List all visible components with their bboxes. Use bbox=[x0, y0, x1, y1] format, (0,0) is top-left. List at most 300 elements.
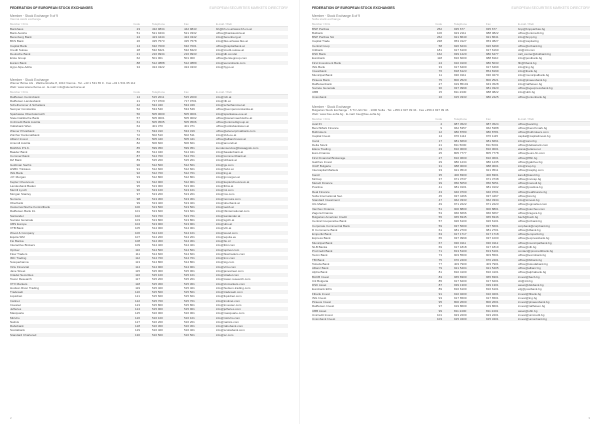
exchange-address: Bulgarian Stock Exchange · 6 Tri Ushi Str. · 1000 Sofia · Tel. +359 2 937 09 34 · Fax +359 2 937 09 46 bbox=[312, 108, 449, 112]
member-telephone: 513 400 bbox=[152, 200, 163, 205]
member-contact[interactable]: office@ccbank.bg bbox=[518, 219, 542, 224]
member-fax: 980 5033 bbox=[486, 60, 499, 65]
member-contact[interactable]: kundenservice@bawagpsk.com bbox=[216, 145, 259, 150]
member-code: 57 bbox=[438, 219, 442, 224]
member-telephone: 970 2400 bbox=[454, 257, 467, 262]
section-exchange bbox=[10, 78, 288, 337]
member-telephone: 988 0000 bbox=[454, 164, 467, 169]
member-fax: 512 3889 bbox=[184, 60, 197, 65]
member-contact[interactable]: info@citadel.com bbox=[216, 273, 240, 278]
member-fax: 810 0001 bbox=[486, 147, 499, 152]
member-contact[interactable]: office@deltastock.com bbox=[518, 142, 549, 147]
member-code: 93 bbox=[136, 175, 140, 180]
member-contact[interactable]: info@jpmorgan.at bbox=[216, 175, 240, 180]
member-telephone: 513 100 bbox=[152, 188, 163, 193]
member-contact[interactable]: info@xtxmarkets.com bbox=[216, 281, 245, 286]
member-contact[interactable]: info@hsbc.at bbox=[216, 166, 234, 171]
member-telephone: 971 2222 bbox=[454, 202, 467, 207]
member-code: 30 bbox=[438, 86, 442, 91]
member-contact[interactable]: info@sparkasse-ooe.at bbox=[216, 111, 247, 116]
member-fax: 917 6201 bbox=[486, 278, 499, 283]
member-fax: 811 2401 bbox=[486, 308, 499, 313]
member-name: Bulgarian American Credit bbox=[312, 215, 347, 220]
member-contact[interactable]: office@realfinance.bg bbox=[518, 189, 548, 194]
member-fax: 930 0112 bbox=[486, 240, 499, 245]
member-contact[interactable]: info@equita.eu bbox=[216, 234, 237, 239]
column-header: Member / Firm bbox=[312, 21, 331, 26]
member-contact[interactable]: citi@citi.com bbox=[518, 47, 535, 52]
member-code: 104 bbox=[134, 222, 140, 227]
member-name: Berenberg Bank bbox=[10, 35, 32, 40]
member-contact[interactable]: office@metodi.bg bbox=[518, 181, 542, 186]
member-telephone: 515 600 bbox=[152, 294, 163, 299]
member-name: Piraeus Bank bbox=[312, 77, 330, 82]
column-header: Code bbox=[435, 116, 442, 121]
member-fax: 505 0001 bbox=[184, 111, 197, 116]
member-contact[interactable]: info@tower-research.com bbox=[216, 277, 251, 282]
member-telephone: 516 000 bbox=[152, 311, 163, 316]
member-contact[interactable]: info@hypo.at bbox=[216, 64, 234, 69]
member-name: Societe Generale bbox=[312, 86, 336, 91]
member-contact[interactable]: efg@postbank.bg bbox=[518, 287, 542, 292]
member-contact[interactable]: info@imc.com bbox=[216, 256, 236, 261]
column-header: E-mail / Web bbox=[518, 21, 534, 26]
column-header: E-mail / Web bbox=[216, 89, 232, 94]
member-contact[interactable]: office@aval.bg bbox=[518, 121, 538, 126]
member-fax: 921 5405 bbox=[486, 266, 499, 271]
member-contact[interactable]: info@sig.com bbox=[216, 260, 235, 265]
member-contact[interactable]: info@municipalbank.bg bbox=[518, 73, 550, 78]
member-telephone: 432 9834 bbox=[152, 26, 165, 31]
member-contact[interactable]: citi@citi.bg bbox=[518, 278, 533, 283]
member-contact[interactable]: office@ffbh.bg bbox=[518, 155, 538, 160]
member-contact[interactable]: office@wienerprivatbank.com bbox=[216, 128, 256, 133]
member-telephone: 818 6123 bbox=[454, 69, 467, 74]
column-header: Telephone bbox=[454, 21, 467, 26]
member-fax: 516 001 bbox=[184, 311, 195, 316]
member-contact[interactable]: info@berenberg.at bbox=[216, 35, 241, 40]
member-name: Fio Banka bbox=[10, 239, 24, 244]
member-fax: 514 401 bbox=[184, 243, 195, 248]
member-contact[interactable]: info@piraeusbank.bg bbox=[518, 77, 547, 82]
member-contact[interactable]: office@teximbank.bg bbox=[518, 253, 547, 258]
member-name: BAWAG P.S.K. bbox=[10, 145, 30, 150]
member-contact[interactable]: office@dbank.bg bbox=[518, 227, 541, 232]
member-fax: 515 601 bbox=[184, 294, 195, 299]
member-name: Carol bbox=[312, 138, 320, 143]
member-contact[interactable]: office@bankaustria.at bbox=[216, 30, 246, 35]
member-name: BACB Invest bbox=[312, 274, 330, 279]
member-contact[interactable]: info@db.com/at bbox=[216, 52, 238, 57]
member-contact[interactable]: invest@unicredit.bg bbox=[518, 312, 545, 317]
member-name: Sparkasse Oberösterreich bbox=[10, 111, 45, 116]
member-telephone: 935 677 bbox=[454, 26, 465, 31]
member-contact[interactable]: bnp@bnpparibas.bg bbox=[518, 26, 546, 31]
member-telephone: 514 400 bbox=[152, 243, 163, 248]
member-telephone: 900 8800 bbox=[454, 206, 467, 211]
member-contact[interactable]: info@virtu.com bbox=[216, 264, 237, 269]
member-contact[interactable]: capital@capitalinvest.bg bbox=[518, 134, 551, 139]
member-name: UniCredit Bank Austria bbox=[10, 120, 41, 125]
member-contact[interactable]: info@hudson-trading.com bbox=[216, 285, 251, 290]
member-fax: 632 7001 bbox=[184, 43, 197, 48]
member-contact[interactable]: office@nlb.bg bbox=[518, 244, 537, 249]
member-contact[interactable]: info@baaderbank.at bbox=[216, 149, 244, 154]
table-row bbox=[312, 317, 590, 321]
member-name: Euro-Finance bbox=[312, 151, 331, 156]
member-fax: 981 0102 bbox=[486, 185, 499, 190]
member-fax: 965 8301 bbox=[486, 274, 499, 279]
member-fax: 988 8110 bbox=[486, 56, 499, 61]
member-contact[interactable]: info@jefferies.com bbox=[216, 307, 241, 312]
member-contact[interactable]: info@janestreet.com bbox=[216, 268, 244, 273]
member-contact[interactable]: info@mizuho.com bbox=[216, 315, 241, 320]
member-contact[interactable]: info@ing.bg bbox=[518, 64, 535, 69]
member-contact[interactable]: karoll@karoll.bg bbox=[518, 172, 540, 177]
member-contact[interactable]: elana@elana.net bbox=[518, 147, 541, 152]
member-contact[interactable]: info@tradeweb.com bbox=[216, 290, 243, 295]
member-telephone: 921 5404 bbox=[454, 266, 467, 271]
member-name: Amundi Austria bbox=[10, 141, 31, 146]
member-telephone: 917 1818 bbox=[454, 244, 467, 249]
member-name: ING Invest bbox=[312, 295, 327, 300]
member-table bbox=[312, 117, 590, 322]
member-contact[interactable]: info@icap.bg bbox=[518, 164, 536, 169]
member-name: Real Finance bbox=[312, 189, 330, 194]
member-code: 43 bbox=[438, 189, 442, 194]
member-contact[interactable]: info@instinet.com bbox=[216, 298, 240, 303]
member-contact[interactable]: info@dzbank.at bbox=[216, 158, 237, 163]
member-telephone: 513 300 bbox=[152, 196, 163, 201]
section-subtitle: Vienna stock exchange bbox=[10, 17, 41, 21]
member-contact[interactable]: info@wood.com bbox=[216, 230, 238, 235]
member-fax: 512 801 bbox=[184, 175, 195, 180]
member-name: Commerzbank bbox=[10, 154, 30, 159]
member-name: Elana Trading bbox=[312, 147, 331, 152]
page-number: 2 bbox=[10, 416, 12, 420]
member-contact[interactable]: info@vtb.at bbox=[216, 226, 232, 231]
member-name: Galchev Invest bbox=[312, 159, 332, 164]
member-name: BNP Paribas bbox=[312, 26, 330, 31]
member-code: 112 bbox=[135, 256, 140, 261]
member-fax: 988 0822 bbox=[486, 90, 499, 95]
member-name: Bulbrokers bbox=[312, 130, 327, 135]
member-name: NLB Banka bbox=[312, 244, 328, 249]
member-name: Société Générale bbox=[10, 217, 34, 222]
member-contact[interactable]: office@capitalbank.at bbox=[216, 43, 245, 48]
member-telephone: 512 500 bbox=[152, 162, 163, 167]
member-name: UBB Asset bbox=[312, 308, 327, 313]
member-contact[interactable]: office@euro-fin.com bbox=[518, 151, 545, 156]
member-fax: 926 6299 bbox=[486, 43, 499, 48]
member-name: Susquehanna bbox=[10, 260, 29, 265]
member-contact[interactable]: info@credit-suisse.at bbox=[216, 47, 245, 52]
member-telephone: 810 4100 bbox=[454, 270, 467, 275]
member-contact[interactable]: fib@fibank.bg bbox=[518, 60, 537, 65]
table-row bbox=[312, 95, 590, 99]
member-contact[interactable]: asset@ubb.bg bbox=[518, 308, 538, 313]
member-telephone: 937 0999 bbox=[454, 236, 467, 241]
member-name: Steiermärkische Bank bbox=[10, 115, 40, 120]
member-contact[interactable]: info@nomura.com bbox=[216, 196, 241, 201]
member-contact[interactable]: info@sc.com bbox=[216, 332, 234, 337]
member-contact[interactable]: info@natixis.com bbox=[216, 319, 239, 324]
member-contact[interactable]: office@volksbankwien.at bbox=[216, 124, 250, 129]
member-contact[interactable]: office@varchev.com bbox=[518, 206, 545, 211]
member-name: Eurobank EFG bbox=[312, 287, 332, 292]
member-code: 88 bbox=[136, 60, 140, 65]
column-header: Code bbox=[133, 89, 140, 94]
member-contact[interactable]: info@investec.com bbox=[216, 302, 242, 307]
member-telephone: 962 3333 bbox=[454, 198, 467, 203]
member-contact[interactable]: info@keplercheuvreux.at bbox=[216, 179, 250, 184]
member-contact[interactable]: office@municipalbank.bg bbox=[518, 240, 552, 245]
member-telephone: 917 6100 bbox=[454, 47, 467, 52]
member-telephone: 917 1717 bbox=[454, 232, 467, 237]
page-number: 3 bbox=[588, 416, 590, 420]
member-code: 33 bbox=[438, 168, 442, 173]
member-code: 85 bbox=[136, 145, 140, 150]
member-contact[interactable]: info@ibank.bg bbox=[518, 69, 538, 74]
member-telephone: 987 4523 bbox=[454, 121, 467, 126]
member-contact[interactable]: invest@bacb.bg bbox=[518, 274, 540, 279]
member-telephone: 965 8345 bbox=[454, 215, 467, 220]
member-name: Optiver bbox=[10, 247, 20, 252]
member-telephone: 950 5050 bbox=[454, 181, 467, 186]
member-contact[interactable]: office@alphabank.bg bbox=[518, 270, 547, 275]
member-contact[interactable]: invest@unionbank.bg bbox=[518, 317, 547, 322]
member-name: BKS Bank bbox=[10, 39, 24, 44]
member-code: 118 bbox=[135, 281, 140, 286]
member-contact[interactable]: info@raiffeisen.bg bbox=[518, 81, 543, 86]
member-code: 39 bbox=[438, 181, 442, 186]
member-fax: 514 701 bbox=[184, 256, 195, 261]
member-contact[interactable]: office@unicreditgroup.at bbox=[216, 120, 249, 125]
member-telephone: 980 1234 bbox=[454, 159, 467, 164]
member-contact[interactable]: info@rcb.at bbox=[216, 94, 232, 99]
member-contact[interactable]: info@sgcib.at bbox=[216, 217, 235, 222]
member-code: 128 bbox=[134, 324, 140, 329]
member-contact[interactable]: info@ubb.bg bbox=[518, 90, 536, 95]
member-fax: 515 2000 bbox=[184, 94, 197, 99]
column-header: Telephone bbox=[152, 21, 165, 26]
member-telephone: 965 8300 bbox=[454, 274, 467, 279]
member-contact[interactable]: office@tbibank.bg bbox=[518, 257, 543, 262]
member-code: 4 bbox=[440, 121, 442, 126]
member-fax: 515 401 bbox=[184, 285, 195, 290]
member-contact[interactable]: info@gs.com bbox=[216, 162, 234, 167]
member-code: 89 bbox=[438, 287, 442, 292]
member-telephone: 953 3127 bbox=[454, 39, 467, 44]
member-contact[interactable]: info@ms.com bbox=[216, 192, 235, 197]
member-contact[interactable]: asset@dskbank.bg bbox=[518, 283, 544, 288]
member-name: Bankhaus bbox=[10, 26, 24, 31]
member-telephone: 926 6100 bbox=[454, 219, 467, 224]
member-fax: 515 901 bbox=[184, 307, 195, 312]
member-contact[interactable]: info@rabobank.com bbox=[216, 324, 243, 329]
member-fax: 981 6661 bbox=[486, 138, 499, 143]
member-contact[interactable]: info@commerzbank.at bbox=[216, 154, 247, 159]
member-telephone: 939 1220 bbox=[454, 52, 467, 57]
member-code: 11 bbox=[438, 73, 442, 78]
member-name: XTX Markets bbox=[10, 281, 28, 286]
member-fax: 534 349 bbox=[184, 103, 195, 108]
member-contact[interactable]: bh@bh.co.at/www.bh.co.at bbox=[216, 26, 252, 31]
member-contact[interactable]: office@sgexpressbank.bg bbox=[518, 86, 553, 91]
member-fax: 514 041 bbox=[184, 149, 195, 154]
member-code: 53 bbox=[438, 210, 442, 215]
member-contact[interactable]: invest@fibank.bg bbox=[518, 291, 542, 296]
member-contact[interactable]: info@oekb.at bbox=[216, 205, 234, 210]
member-contact[interactable]: info@eurambank.com bbox=[216, 60, 246, 65]
member-code: 89 bbox=[136, 158, 140, 163]
member-telephone: 514 300 bbox=[152, 239, 163, 244]
member-fax: 980 6477 bbox=[486, 52, 499, 57]
member-code: 93 bbox=[438, 295, 442, 300]
member-contact[interactable]: office@bulbrokers.com bbox=[518, 130, 549, 135]
member-fax: 939 1301 bbox=[486, 283, 499, 288]
member-contact[interactable]: invest@ing.bg bbox=[518, 295, 538, 300]
member-contact[interactable]: office@tokudabank.bg bbox=[518, 261, 548, 266]
member-contact[interactable]: office@icapbg.com bbox=[518, 168, 544, 173]
member-contact[interactable]: office@benchmark.bg bbox=[518, 125, 548, 130]
member-code: 90 bbox=[136, 162, 140, 167]
member-contact[interactable]: info@liquidnet.com bbox=[216, 294, 242, 299]
member-contact[interactable]: office@zagora.bg bbox=[518, 210, 542, 215]
member-fax: 810 0601 bbox=[486, 155, 499, 160]
exchange-web: Web: www.wienerborse.at · E-mail: info@wienerborse.at bbox=[10, 84, 86, 89]
member-contact[interactable]: info@schelhammer.at bbox=[216, 103, 246, 108]
member-contact[interactable]: info@flowtraders.com bbox=[216, 251, 246, 256]
member-contact[interactable]: office@steiermaerkische.at bbox=[216, 115, 253, 120]
member-code: 97 bbox=[136, 192, 140, 197]
member-name: Zagora Finance bbox=[312, 210, 334, 215]
member-telephone: 940 0700 bbox=[454, 189, 467, 194]
member-fax: 324 4333 bbox=[184, 64, 197, 69]
member-contact[interactable]: office@unicredit.bg bbox=[518, 30, 544, 35]
member-code: 9 bbox=[440, 125, 442, 130]
member-contact[interactable]: info@scotiabank.com bbox=[216, 328, 245, 333]
member-fax: 937 1000 bbox=[486, 236, 499, 241]
member-contact[interactable]: info@oberbank.at bbox=[216, 200, 240, 205]
member-code: 37 bbox=[438, 176, 442, 181]
member-contact[interactable]: info@fio.cz bbox=[216, 239, 231, 244]
member-contact[interactable]: info@ml.com bbox=[216, 188, 234, 193]
member-telephone: 811 2330 bbox=[454, 90, 467, 95]
member-contact[interactable]: corpbank@corpbank.bg bbox=[518, 223, 550, 228]
member-contact[interactable]: contact@procreditbank.bg bbox=[518, 249, 554, 254]
member-code: 27 bbox=[438, 81, 442, 86]
member-contact[interactable]: info@santander.at bbox=[216, 213, 241, 218]
member-contact[interactable]: info@postbank.bg bbox=[518, 56, 543, 61]
member-contact[interactable]: office@galchev.bg bbox=[518, 159, 543, 164]
member-contact[interactable]: info@sinvest.bg bbox=[518, 198, 540, 203]
member-contact[interactable]: office@ugmarket.com bbox=[518, 202, 548, 207]
member-code: 41 bbox=[438, 185, 442, 190]
member-contact[interactable]: info@rlb.at bbox=[216, 98, 231, 103]
member-contact[interactable]: office@ccbank.bg bbox=[518, 43, 542, 48]
member-telephone: 515 400 bbox=[152, 285, 163, 290]
member-fax: 532 8423 bbox=[184, 47, 197, 52]
member-code: 103 bbox=[134, 217, 140, 222]
member-telephone: 811 5000 bbox=[454, 142, 467, 147]
member-contact[interactable]: office@erstegroup.com bbox=[216, 56, 248, 61]
member-contact[interactable]: info@carol.bg bbox=[518, 138, 537, 143]
member-telephone: 514 200 bbox=[152, 234, 163, 239]
member-telephone: 919 8600 bbox=[454, 304, 467, 309]
member-fax: 216 9933 bbox=[184, 52, 197, 57]
member-fax: 971 2223 bbox=[486, 202, 499, 207]
member-contact[interactable]: info@capital.bg bbox=[518, 39, 539, 44]
member-code: 67 bbox=[438, 240, 442, 245]
member-code: 262 bbox=[436, 35, 442, 40]
member-fax: 514 501 bbox=[184, 247, 195, 252]
member-contact[interactable]: info@lbbw.at bbox=[216, 183, 234, 188]
member-contact[interactable]: info@macquarie.com bbox=[216, 311, 245, 316]
member-contact[interactable]: office@allianz.bg bbox=[518, 266, 541, 271]
member-contact[interactable]: info@bks.at/www.bks.at bbox=[216, 39, 248, 44]
column-header: Telephone bbox=[152, 89, 165, 94]
member-name: Investec bbox=[10, 302, 22, 307]
member-telephone: 810 0000 bbox=[454, 147, 467, 152]
member-code: 14 bbox=[136, 43, 140, 48]
exchange-address: Wiener Börse AG · Wallnerstraße 8, 1010 Vienna · Tel. +43 1 531 65 0 · Fax +43 1 531 65 112 bbox=[10, 81, 136, 85]
member-name: Erste Group bbox=[10, 56, 27, 61]
member-name: Unionbank Invest bbox=[312, 317, 336, 322]
member-telephone: 514 800 bbox=[152, 260, 163, 265]
member-code: 95 bbox=[438, 300, 442, 305]
member-telephone: 513 700 bbox=[152, 213, 163, 218]
section-subtitle: Sofia stock exchange bbox=[312, 17, 341, 21]
member-name: Baader Bank bbox=[10, 149, 28, 154]
member-contact[interactable]: office@unionbank.bg bbox=[518, 94, 547, 99]
member-contact[interactable]: info@ing.at bbox=[216, 171, 232, 176]
member-contact[interactable]: invest@piraeusbank.bg bbox=[518, 300, 550, 305]
member-name: Bulbank bbox=[312, 30, 323, 35]
member-contact[interactable]: office@mccap.bg bbox=[518, 176, 542, 181]
member-contact[interactable]: info@ibkr.com bbox=[216, 243, 236, 248]
member-contact[interactable]: office@emporiki.bg bbox=[518, 232, 544, 237]
member-contact[interactable]: invest@raiffeisen.bg bbox=[518, 304, 546, 309]
member-telephone: 980 8780 bbox=[454, 130, 467, 135]
member-contact[interactable]: office@positiva.bg bbox=[518, 185, 543, 190]
member-contact[interactable]: info@amundi.at bbox=[216, 141, 238, 146]
member-contact[interactable]: office@semperconstantia.at bbox=[216, 107, 254, 112]
member-fax: 514 901 bbox=[184, 264, 195, 269]
member-code: 61 bbox=[136, 120, 140, 125]
member-telephone: 400 8300 bbox=[454, 172, 467, 177]
member-contact[interactable]: info@optiver.com bbox=[216, 247, 240, 252]
member-contact[interactable]: call_center@dskbank.bg bbox=[518, 52, 551, 57]
member-name: Flow Traders bbox=[10, 251, 28, 256]
member-fax: 800 2601 bbox=[486, 300, 499, 305]
member-telephone: 513 800 bbox=[152, 217, 163, 222]
member-contact[interactable]: info@rbinternational.com bbox=[216, 209, 250, 214]
member-contact[interactable]: info@zkb-oe.at bbox=[216, 132, 237, 137]
member-telephone: 981 0101 bbox=[454, 185, 467, 190]
member-contact[interactable]: office@allianzinvest.at bbox=[216, 137, 246, 142]
member-contact[interactable]: bacb@bacb.bg bbox=[518, 215, 539, 220]
member-code: 55 bbox=[438, 215, 442, 220]
member-contact[interactable]: info@ubs.at bbox=[216, 222, 233, 227]
member-fax: 516 501 bbox=[184, 332, 195, 337]
member-code: 17 bbox=[438, 138, 442, 143]
member-name: D Commerce Bank bbox=[312, 227, 338, 232]
member-contact[interactable]: info@bnpp.bg bbox=[518, 35, 537, 40]
member-contact[interactable]: office@expressbank.bg bbox=[518, 236, 550, 241]
member-contact[interactable]: office@sis.bg bbox=[518, 193, 536, 198]
member-name: Hypo Alpe-Adria bbox=[10, 64, 32, 69]
